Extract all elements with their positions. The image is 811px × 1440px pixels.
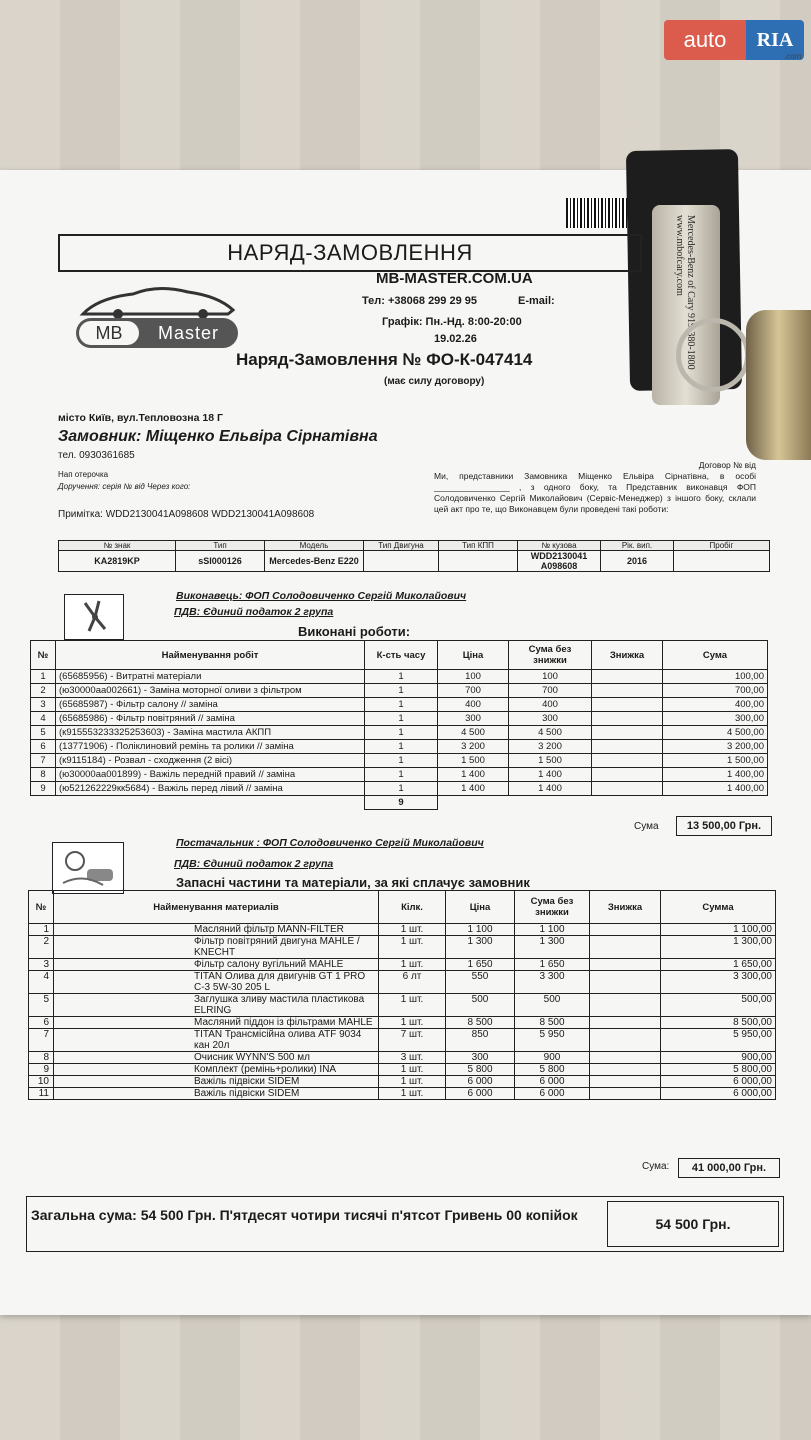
- cell: [590, 924, 661, 936]
- cell: 1: [365, 740, 438, 754]
- vehicle-row: [59, 551, 770, 572]
- cell: [592, 768, 663, 782]
- table-row: [31, 726, 768, 740]
- works-count-row: [31, 796, 768, 810]
- parts-sum-value: 41 000,00 Грн.: [678, 1158, 780, 1178]
- cell: [590, 971, 661, 994]
- parts-header: Найменування материалів: [54, 891, 379, 924]
- cell: 400,00: [663, 698, 768, 712]
- cell: [590, 1029, 661, 1052]
- table-row: [31, 740, 768, 754]
- vehicle-header: Модель: [265, 541, 364, 551]
- plate-number: KA2819KP: [59, 551, 176, 572]
- cell: 5 950: [515, 1029, 590, 1052]
- cell: 4 500: [509, 726, 592, 740]
- statement: [434, 460, 756, 515]
- works-header-row: [31, 641, 768, 670]
- cell: 10: [29, 1076, 54, 1088]
- cell: 6: [31, 740, 56, 754]
- vin: WDD2130041 A098608: [518, 551, 601, 572]
- cell: 1 шт.: [379, 1088, 446, 1100]
- cell: 1 300: [446, 936, 515, 959]
- cell: 1 500: [438, 754, 509, 768]
- parts-header: Сума без знижки: [515, 891, 590, 924]
- cell: 4 500: [438, 726, 509, 740]
- cell: 1 шт.: [379, 1076, 446, 1088]
- works-header: Найменування робіт: [56, 641, 365, 670]
- cell: 1 400: [509, 768, 592, 782]
- cell: 1 шт.: [379, 936, 446, 959]
- cell: 850: [446, 1029, 515, 1052]
- vehicle-header: Тип: [176, 541, 265, 551]
- cell: Фільтр салону вугільний MAHLE: [54, 959, 379, 971]
- parts-header: Кілк.: [379, 891, 446, 924]
- table-row: [29, 971, 776, 994]
- email-label: E-mail:: [518, 295, 555, 307]
- cell: 100: [438, 670, 509, 684]
- works-table: [30, 640, 768, 810]
- contractor: Виконавець: ФОП Солодовиченко Сергій Миколайович: [176, 590, 467, 602]
- table-row: [29, 936, 776, 959]
- cell: 1: [365, 768, 438, 782]
- cell: 500: [446, 994, 515, 1017]
- cell: 4: [29, 971, 54, 994]
- cell: (ю30000аа002661) - Заміна моторної оливи з фільтром: [56, 684, 365, 698]
- cell: (ю521262229кк5684) - Важіль перед лівий // заміна: [56, 782, 365, 796]
- cell: 3 200,00: [663, 740, 768, 754]
- vehicle-header: № кузова: [518, 541, 601, 551]
- contractor-vat: ПДВ: Єдиний податок 2 група: [174, 606, 334, 618]
- works-sum-label: Сума: [634, 821, 659, 832]
- cell: 700: [509, 684, 592, 698]
- doc-date: 19.02.26: [434, 333, 477, 345]
- grand-total-box: [26, 1196, 784, 1252]
- table-row: [29, 924, 776, 936]
- works-count-total: 9: [365, 796, 438, 810]
- cell: 1 400: [509, 782, 592, 796]
- cell: [590, 1017, 661, 1029]
- cell: 700,00: [663, 684, 768, 698]
- cell: Заглушка зливу мастила пластикова ELRING: [54, 994, 379, 1017]
- cell: [590, 1088, 661, 1100]
- schedule: Графік: Пн.-Нд. 8:00-20:00: [382, 316, 522, 328]
- cell: 5 800: [515, 1064, 590, 1076]
- cell: [592, 698, 663, 712]
- works-header: Ціна: [438, 641, 509, 670]
- grand-total-text: Загальна сума: 54 500 Грн. П'ятдесят чотири тисячі п'ятсот Гривень 00 копійок: [31, 1207, 578, 1223]
- cell: 1 шт.: [379, 959, 446, 971]
- cell: [592, 782, 663, 796]
- vehicle-header: Пробіг: [674, 541, 770, 551]
- cell: 3 200: [509, 740, 592, 754]
- supplier: Постачальник : ФОП Солодовиченко Сергій Миколайович: [176, 837, 484, 849]
- cell: 1: [365, 782, 438, 796]
- cell: 400: [509, 698, 592, 712]
- mileage: [674, 551, 770, 572]
- works-header: Сума: [663, 641, 768, 670]
- cell: 1 650,00: [661, 959, 776, 971]
- parts-table: [28, 890, 776, 1100]
- cell: 4 500,00: [663, 726, 768, 740]
- cell: 5: [29, 994, 54, 1017]
- parts-sum-label: Сума:: [642, 1161, 670, 1172]
- cell: [590, 1064, 661, 1076]
- parts-title: Запасні частини та матеріали, за які сплачує замовник: [176, 875, 530, 890]
- engine-type: [364, 551, 439, 572]
- cell: 5 950,00: [661, 1029, 776, 1052]
- supplier-vat: ПДВ: Єдиний податок 2 група: [174, 858, 334, 870]
- cell: 8: [29, 1052, 54, 1064]
- parts-header-row: [29, 891, 776, 924]
- cell: 1 500: [509, 754, 592, 768]
- cell: 7: [29, 1029, 54, 1052]
- cell: 1 шт.: [379, 924, 446, 936]
- doc-title: НАРЯД-ЗАМОВЛЕННЯ: [227, 240, 473, 265]
- cell: [592, 726, 663, 740]
- vehicle-header: Тип Двигуна: [364, 541, 439, 551]
- cell: 1 300,00: [661, 936, 776, 959]
- cell: 900,00: [661, 1052, 776, 1064]
- parts-header: Сумма: [661, 891, 776, 924]
- cell: Комплект (ремінь+ролики) INA: [54, 1064, 379, 1076]
- cell: 1 650: [515, 959, 590, 971]
- cell: Очисник WYNN'S 500 мл: [54, 1052, 379, 1064]
- cell: 300: [438, 712, 509, 726]
- cell: [592, 740, 663, 754]
- works-header: №: [31, 641, 56, 670]
- vehicle-header-row: [59, 541, 770, 551]
- table-row: [31, 670, 768, 684]
- cell: 8 500,00: [661, 1017, 776, 1029]
- cell: 100,00: [663, 670, 768, 684]
- cell: 3 200: [438, 740, 509, 754]
- cell: 6 000: [515, 1076, 590, 1088]
- table-row: [29, 1052, 776, 1064]
- cell: 1: [365, 726, 438, 740]
- cell: 700: [438, 684, 509, 698]
- cell: 550: [446, 971, 515, 994]
- cell: 1 400: [438, 782, 509, 796]
- note-line-1: Нап отерочка: [58, 470, 109, 479]
- parts-header: Ціна: [446, 891, 515, 924]
- cell: 400: [438, 698, 509, 712]
- cell: 1: [365, 698, 438, 712]
- cell: 500,00: [661, 994, 776, 1017]
- cell: (к9115184) - Розвал - сходження (2 вісі): [56, 754, 365, 768]
- cell: Фільтр повітряний двигуна MAHLE / KNECHT: [54, 936, 379, 959]
- year: 2016: [601, 551, 674, 572]
- works-header: Знижка: [592, 641, 663, 670]
- cell: [590, 1076, 661, 1088]
- cell: 8 500: [515, 1017, 590, 1029]
- table-row: [29, 1076, 776, 1088]
- cell: TITAN Олива для двигунів GT 1 PRO C-3 5W-30 205 L: [54, 971, 379, 994]
- cell: Масляний фільтр MANN-FILTER: [54, 924, 379, 936]
- cell: 3 300: [515, 971, 590, 994]
- watermark-auto: auto: [664, 20, 746, 60]
- works-title: Виконані роботи:: [298, 624, 411, 639]
- cell: 1 шт.: [379, 1064, 446, 1076]
- cell: 5 800,00: [661, 1064, 776, 1076]
- cell: (65685986) - Фільтр повітряний // заміна: [56, 712, 365, 726]
- car-key: [746, 310, 811, 460]
- cell: 6 000,00: [661, 1076, 776, 1088]
- cell: 900: [515, 1052, 590, 1064]
- cell: [592, 670, 663, 684]
- remark: Примітка: WDD2130041A098608 WDD2130041A098608: [58, 509, 315, 520]
- cell: 1 400: [438, 768, 509, 782]
- customer-name: Замовник: Міщенко Ельвіра Сірнатівна: [58, 428, 378, 445]
- mb-master-logo: [76, 318, 238, 348]
- works-header: Сума без знижки: [509, 641, 592, 670]
- cell: 7: [31, 754, 56, 768]
- cell: 3 300,00: [661, 971, 776, 994]
- watermark-ria: RIA: [746, 20, 804, 60]
- cell: 2: [29, 936, 54, 959]
- table-row: [31, 698, 768, 712]
- cell: 300: [446, 1052, 515, 1064]
- cell: 6: [29, 1017, 54, 1029]
- cell: (65685987) - Фільтр салону // заміна: [56, 698, 365, 712]
- cell: 8 500: [446, 1017, 515, 1029]
- order-number: Наряд-Замовлення № ФО-К-047414: [236, 350, 533, 369]
- cell: 300: [509, 712, 592, 726]
- table-row: [31, 684, 768, 698]
- telephone: Тел: +38068 299 29 95: [362, 295, 478, 307]
- table-row: [29, 1064, 776, 1076]
- cell: Важіль підвіски SIDEM: [54, 1088, 379, 1100]
- logo-master: Master: [157, 322, 219, 343]
- parts-icon: [52, 842, 124, 894]
- cell: [592, 754, 663, 768]
- cell: 3: [31, 698, 56, 712]
- table-row: [29, 1029, 776, 1052]
- cell: 1: [365, 754, 438, 768]
- cell: 1: [365, 670, 438, 684]
- customer-phone: тел. 0930361685: [58, 450, 135, 461]
- cell: 1 шт.: [379, 1017, 446, 1029]
- table-row: [29, 994, 776, 1017]
- address: місто Київ, вул.Тепловозна 18 Г: [58, 412, 223, 424]
- cell: 1: [31, 670, 56, 684]
- vehicle-table: [58, 540, 770, 572]
- grand-total-value: 54 500 Грн.: [607, 1201, 779, 1247]
- table-row: [29, 1017, 776, 1029]
- cell: [590, 994, 661, 1017]
- cell: 3 шт.: [379, 1052, 446, 1064]
- cell: 1 100: [446, 924, 515, 936]
- parts-header: №: [29, 891, 54, 924]
- cell: 6 000,00: [661, 1088, 776, 1100]
- contract-note: (має силу договору): [384, 376, 485, 387]
- vehicle-header: Рік. вип.: [601, 541, 674, 551]
- cell: 6 000: [446, 1088, 515, 1100]
- cell: [590, 959, 661, 971]
- cell: 11: [29, 1088, 54, 1100]
- cell: 5: [31, 726, 56, 740]
- parts-header: Знижка: [590, 891, 661, 924]
- watermark-domain: .com: [784, 52, 802, 61]
- cell: 1 500,00: [663, 754, 768, 768]
- works-header: К-сть часу: [365, 641, 438, 670]
- cell: Масляний піддон із фільтрами MAHLE: [54, 1017, 379, 1029]
- table-row: [31, 754, 768, 768]
- cell: 1 100,00: [661, 924, 776, 936]
- cell: 1 400,00: [663, 782, 768, 796]
- car-logo-icon: [78, 280, 238, 320]
- cell: 8: [31, 768, 56, 782]
- statement-body: Ми, представники Замовника Міщенко Ельвіра Сірнатівна, в особі ________________ , з одного боку, та Представник виконавця ФОП Солодовиченко Сергій Миколайович (Сервіс-Менеджер) з іншого боку, склали цей акт про те, що Виконавцем були проведені такі роботи:: [434, 471, 756, 514]
- table-row: [31, 782, 768, 796]
- tools-icon: [64, 594, 124, 640]
- logo-mb: MB: [79, 321, 139, 345]
- cell: 2: [31, 684, 56, 698]
- cell: (13771906) - Поліклиновий ремінь та ролики // заміна: [56, 740, 365, 754]
- cell: 300,00: [663, 712, 768, 726]
- cell: 500: [515, 994, 590, 1017]
- cell: [590, 936, 661, 959]
- cell: 5 800: [446, 1064, 515, 1076]
- key-ring: [676, 318, 750, 392]
- cell: 1: [29, 924, 54, 936]
- cell: (65685956) - Витратні матеріали: [56, 670, 365, 684]
- vehicle-type: sSI000126: [176, 551, 265, 572]
- table-row: [29, 1088, 776, 1100]
- cell: Важіль підвіски SIDEM: [54, 1076, 379, 1088]
- cell: 1: [365, 684, 438, 698]
- vehicle-header: № знак: [59, 541, 176, 551]
- cell: [592, 684, 663, 698]
- cell: 4: [31, 712, 56, 726]
- cell: 9: [29, 1064, 54, 1076]
- cell: [590, 1052, 661, 1064]
- cell: 9: [31, 782, 56, 796]
- cell: TITAN Трансмісійна олива ATF 9034 кан 20л: [54, 1029, 379, 1052]
- cell: [592, 712, 663, 726]
- cell: 100: [509, 670, 592, 684]
- cell: (ю30000аа001899) - Важіль передній правий // заміна: [56, 768, 365, 782]
- table-row: [29, 959, 776, 971]
- vehicle-model: Mercedes-Benz E220: [265, 551, 364, 572]
- table-row: [31, 768, 768, 782]
- cell: 1 650: [446, 959, 515, 971]
- cell: 6 000: [446, 1076, 515, 1088]
- title-box: [58, 234, 642, 272]
- works-sum-value: 13 500,00 Грн.: [676, 816, 772, 836]
- cell: 7 шт.: [379, 1029, 446, 1052]
- cell: 6 лт: [379, 971, 446, 994]
- barcode: [566, 198, 630, 228]
- gearbox-type: [439, 551, 518, 572]
- website: MB-MASTER.COM.UA: [376, 270, 533, 287]
- contract-ref: Договор № від: [698, 460, 756, 470]
- cell: 1: [365, 712, 438, 726]
- note-line-2: Доручення: серія № від Через кого:: [58, 482, 191, 491]
- cell: 1 400,00: [663, 768, 768, 782]
- table-row: [31, 712, 768, 726]
- cell: 1 300: [515, 936, 590, 959]
- cell: 6 000: [515, 1088, 590, 1100]
- key-tag-text: Mercedes-Benz of Cary 919-380-1800 www.mbofcary.com: [674, 215, 696, 370]
- cell: (к915553233325253603) - Заміна мастила АКПП: [56, 726, 365, 740]
- vehicle-header: Тип КПП: [439, 541, 518, 551]
- cell: 3: [29, 959, 54, 971]
- cell: 1 100: [515, 924, 590, 936]
- cell: 1 шт.: [379, 994, 446, 1017]
